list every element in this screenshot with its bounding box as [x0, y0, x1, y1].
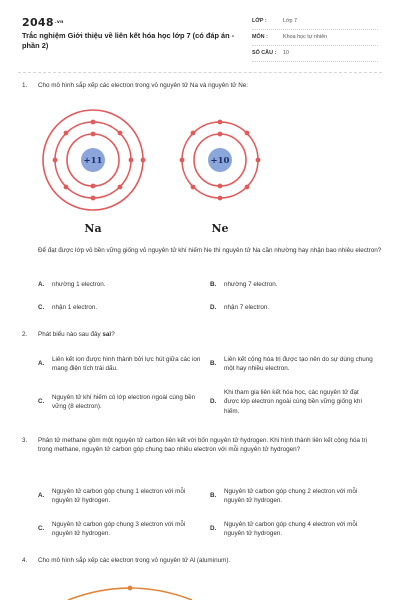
electron	[218, 132, 223, 137]
question-text: Để đạt được lớp vỏ bền vững giống vỏ nguyên tử khí hiếm Ne thì nguyên tử Na cần nhường hay nhận bao nhiêu electron?	[38, 247, 382, 254]
electron	[141, 158, 146, 163]
electron	[218, 120, 223, 125]
electron	[53, 158, 58, 163]
option-text: Nguyên tử carbon góp chung 2 electron với mỗi nguyên tử hydrogen.	[224, 487, 358, 504]
meta-row-count	[252, 46, 378, 62]
question-text-main: Phát biểu nào sau đây	[38, 331, 101, 338]
option-d[interactable]	[210, 516, 382, 542]
question-text	[38, 330, 382, 339]
meta-key: LỚP :	[252, 17, 267, 24]
option-text: Nguyên tử khí hiếm có lớp electron ngoài cùng bền vững (8 electron).	[52, 393, 196, 410]
meta-value: 10	[283, 49, 289, 56]
question-3	[22, 436, 382, 454]
electron	[118, 131, 123, 136]
option-letter: B.	[210, 360, 217, 368]
electron	[64, 131, 69, 136]
atom-ne	[180, 120, 261, 235]
electron	[245, 131, 250, 136]
electron	[91, 196, 96, 201]
question-emphasis: sai	[102, 331, 112, 338]
question-3-options	[38, 483, 378, 543]
electron	[256, 158, 261, 163]
electron	[180, 158, 185, 163]
question-number: 1.	[22, 82, 28, 89]
option-a[interactable]	[38, 483, 210, 509]
option-text: nhận 7 electron.	[224, 304, 270, 311]
option-a[interactable]	[38, 351, 210, 377]
option-text: Liên kết cộng hóa trị được tạo nên do sự dùng chung một hay nhiều electron.	[224, 355, 373, 372]
option-letter: C.	[38, 525, 45, 533]
option-letter: D.	[210, 304, 217, 311]
option-text: nhường 7 electron.	[224, 281, 278, 288]
question-1	[22, 81, 382, 90]
electron	[218, 196, 223, 201]
electron	[218, 184, 223, 189]
question-4	[22, 556, 382, 565]
meta-value: Lớp 7	[283, 17, 298, 24]
electron	[91, 184, 96, 189]
electron	[191, 131, 196, 136]
option-letter: A.	[38, 281, 45, 288]
option-d[interactable]	[210, 385, 382, 419]
question-end: ?	[111, 331, 115, 338]
electron	[129, 158, 134, 163]
question-number: 3.	[22, 437, 28, 444]
option-text: nhận 1 electron.	[52, 304, 98, 311]
option-c[interactable]	[38, 516, 210, 542]
page-header	[0, 0, 400, 68]
test-title: Trắc nghiệm Giới thiệu về liên kết hóa học lớp 7 (có đáp án - phần 2)	[22, 31, 235, 51]
electron	[191, 185, 196, 190]
question-2	[22, 330, 382, 339]
atom-diagrams-svg	[30, 108, 270, 238]
site-logo[interactable]	[22, 15, 64, 31]
option-text: Liên kết ion được hình thành bởi lực hút giữa các ion mang điện tích trái dấu.	[52, 355, 201, 372]
electron	[91, 132, 96, 137]
option-c[interactable]	[38, 385, 210, 419]
question-text: Phân tử methane gồm một nguyên tử carbon liên kết với bốn nguyên tử hydrogen. Khi hình thành liên kết cộng hóa trị trong methane, nguyên tử carbon góp chung bao nhiêu electron với mỗi nguyên tử hydrogen?	[38, 437, 368, 454]
option-letter: B.	[210, 492, 217, 500]
option-letter: A.	[38, 360, 45, 368]
meta-value: Khoa học tự nhiên	[283, 33, 328, 40]
option-c[interactable]	[38, 303, 210, 312]
option-text: Nguyên tử carbon góp chung 4 electron với mỗi nguyên tử hydrogen.	[224, 520, 358, 537]
option-letter: B.	[210, 281, 217, 288]
question-1-continued	[22, 246, 382, 255]
option-letter: A.	[38, 492, 45, 500]
option-letter: C.	[38, 304, 45, 311]
option-text: nhường 1 electron.	[52, 281, 106, 288]
electron	[91, 120, 96, 125]
option-text: Nguyên tử carbon góp chung 3 electron với mỗi nguyên tử hydrogen.	[52, 520, 186, 537]
nucleus-charge: +11	[83, 156, 103, 166]
option-text: Nguyên tử carbon góp chung 1 electron với mỗi nguyên tử hydrogen.	[52, 487, 186, 504]
option-letter: D.	[210, 398, 217, 406]
option-d[interactable]	[210, 303, 382, 312]
header-divider	[18, 72, 382, 73]
meta-key: SỐ CÂU :	[252, 49, 277, 56]
atom-diagrams	[30, 108, 270, 238]
atom-label-ne: Ne	[211, 222, 229, 235]
electron	[64, 185, 69, 190]
question-1-options	[38, 280, 378, 320]
meta-row-subject	[252, 30, 378, 46]
question-text: Cho mô hình sắp xếp các electron trong vỏ nguyên tử Al (aluminum).	[38, 557, 231, 564]
meta-key: MÔN :	[252, 33, 268, 40]
option-b[interactable]	[210, 483, 382, 509]
question-2-options	[38, 351, 378, 421]
option-b[interactable]	[210, 280, 382, 289]
question-number: 2.	[22, 331, 28, 338]
option-letter: D.	[210, 525, 217, 533]
test-meta	[252, 14, 378, 62]
nucleus-charge: +10	[210, 156, 230, 166]
electron	[128, 586, 133, 591]
electron	[118, 185, 123, 190]
logo-text: 2048	[22, 16, 54, 29]
option-b[interactable]	[210, 351, 382, 377]
atom-al-partial	[50, 574, 210, 600]
logo-suffix: .vn	[54, 19, 64, 25]
meta-row-class	[252, 14, 378, 30]
question-text: Cho mô hình sắp xếp các electron trong vỏ nguyên tử Na và nguyên tử Ne:	[38, 82, 249, 89]
option-text: Khi tham gia liên kết hóa học, các nguyên tử đạt được lớp electron ngoài cùng bền vững giống khí hiếm.	[224, 389, 363, 415]
option-a[interactable]	[38, 280, 210, 289]
option-letter: C.	[38, 398, 45, 406]
question-number: 4.	[22, 557, 28, 564]
atom-label-na: Na	[84, 222, 102, 235]
atom-na	[43, 110, 145, 235]
electron	[245, 185, 250, 190]
